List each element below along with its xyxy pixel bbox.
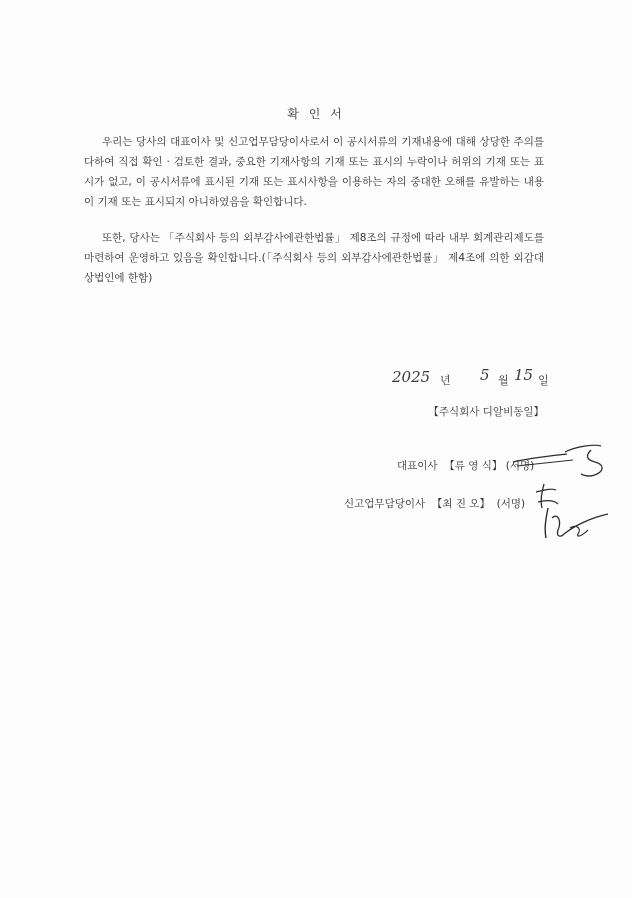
confirmation-paragraph: 우리는 당사의 대표이사 및 신고업무담당이사로서 이 공시서류의 기재내용에 대해 상당한 주의를 다하여 직접 확인 · 검토한 결과, 중요한 기재사항의 기재 또는 표시의 누락이나 허위의 기재 또는 표시가 없고, 이 공시서류에 표시된 기재 또는 표시사항을 이용하는 자의 중대한 오해를 유발하는 내용이 기재 또는 표시되지 아니하였음을 확인합니다.: [84, 136, 544, 208]
signing-date: [390, 368, 560, 392]
signature-placeholder: (서명): [505, 460, 535, 472]
signatory-name: 【최 진 오】: [431, 498, 490, 510]
signatory-role: 신고업무담당이사: [344, 498, 426, 510]
date-day: 15: [514, 366, 534, 384]
signatory-name: 【류 영 식】: [444, 460, 503, 472]
signature-placeholder: (서명): [496, 498, 526, 510]
director-signature: [530, 478, 620, 548]
date-day-label: 일: [538, 374, 549, 387]
internal-control-paragraph: 또한, 당사는 「주식회사 등의 외부감사에관한법률」 제8조의 규정에 따라 내부 회계관리제도를 마련하여 운영하고 있음을 확인합니다.(「주식회사 등의 외부감사에관한법률」 제4조에 의한 외감대상법인에 한함): [84, 232, 544, 284]
date-year: 2025: [392, 368, 431, 386]
date-month-label: 월: [498, 374, 509, 387]
company-name: 【주식회사 디알비동일】: [428, 406, 544, 418]
date-month: 5: [480, 366, 490, 384]
document-title: 확 인 서: [287, 107, 345, 121]
signatory-role: 대표이사: [397, 460, 438, 472]
date-year-label: 년: [440, 374, 451, 387]
signatory-reporting-director: [344, 496, 525, 511]
ceo-signature: [505, 440, 615, 480]
